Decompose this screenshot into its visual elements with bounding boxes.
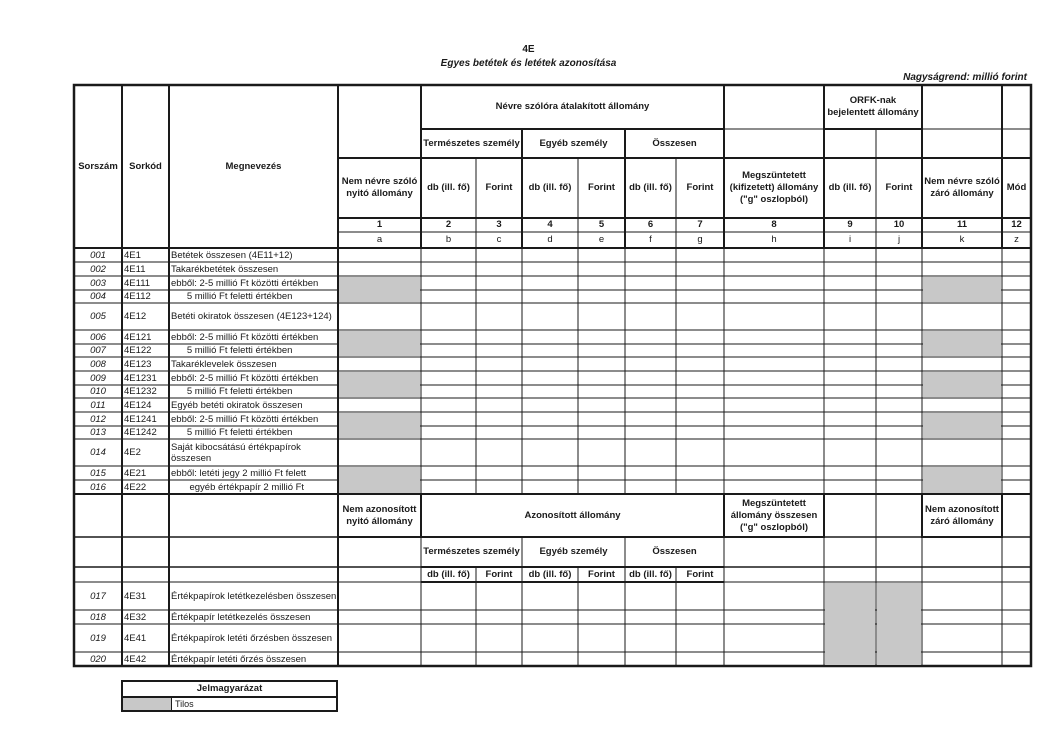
- header-sorszam: Sorszám: [78, 160, 118, 172]
- row-number: 002: [90, 263, 106, 275]
- header-nem-azon-nyito: Nem azonosított nyitó állomány: [342, 503, 417, 527]
- row-number: 009: [90, 372, 106, 384]
- row-name: Értékpapír letéti őrzés összesen: [171, 653, 307, 665]
- row-number: 011: [90, 399, 106, 411]
- row-code: 4E111: [124, 277, 151, 289]
- row-number: 006: [90, 331, 106, 343]
- column-letter: h: [771, 234, 777, 245]
- row-number: 013: [90, 427, 106, 438]
- column-letter: k: [959, 234, 965, 245]
- row-name: Értékpapírok letéti őrzésben összesen: [171, 632, 333, 644]
- header-forint-2: Forint: [588, 182, 615, 193]
- row-code: 4E2: [124, 447, 141, 458]
- header-db-3: db (ill. fő): [629, 182, 672, 193]
- header-db-1: db (ill. fő): [427, 182, 470, 193]
- header-nem-azon-zaro: Nem azonosított záró állomány: [925, 503, 999, 527]
- column-number: 10: [893, 219, 905, 230]
- row-name: Értékpapír letétkezelés összesen: [171, 611, 311, 623]
- row-name: ebből: 2-5 millió Ft közötti értékben: [171, 413, 319, 425]
- row-code: 4E21: [124, 467, 147, 479]
- legend-tilos-label: Tilos: [175, 699, 194, 709]
- column-number: 12: [1011, 219, 1022, 230]
- column-number: 3: [496, 219, 502, 230]
- column-number: 2: [445, 219, 452, 230]
- row-code: 4E11: [124, 263, 146, 275]
- column-letter: d: [547, 234, 553, 245]
- row-name: 5 millió Ft feletti értékben: [171, 291, 293, 302]
- header-megszuntetett: Megszüntetett (kifizetett) állomány ("g" oszlopból): [729, 170, 819, 205]
- row-name: 5 millió Ft feletti értékben: [171, 427, 293, 438]
- row-name: Betétek összesen (4E11+12): [171, 249, 293, 261]
- column-letter: a: [376, 234, 383, 245]
- row-number: 016: [90, 481, 106, 493]
- column-number: 1: [376, 219, 383, 230]
- row-code: 4E123: [124, 358, 152, 370]
- row-name: ebből: letéti jegy 2 millió Ft felett: [171, 467, 307, 479]
- column-number: 9: [847, 219, 853, 230]
- column-letter: b: [445, 234, 452, 245]
- row-code: 4E22: [124, 481, 147, 493]
- header-db-7: db (ill. fő): [629, 568, 672, 580]
- row-number: 017: [90, 590, 106, 602]
- row-code: 4E1232: [124, 386, 157, 397]
- row-number: 014: [90, 447, 106, 458]
- header-forint-6: Forint: [588, 568, 615, 580]
- forbidden-cell: [339, 331, 420, 356]
- header-egyeb: Egyéb személy: [539, 137, 608, 149]
- row-number: 012: [90, 413, 106, 425]
- row-number: 001: [90, 249, 106, 261]
- row-code: 4E1241: [124, 413, 157, 425]
- row-number: 007: [90, 345, 106, 356]
- row-code: 4E121: [124, 331, 152, 343]
- forbidden-cell: [339, 413, 420, 438]
- row-code: 4E41: [124, 632, 147, 644]
- row-number: 018: [90, 611, 106, 623]
- forbidden-cell: [825, 583, 875, 665]
- header-db-2: db (ill. fő): [528, 182, 572, 193]
- header-mod: Mód: [1006, 182, 1027, 193]
- column-number: 5: [598, 219, 605, 230]
- forbidden-cell: [339, 277, 420, 302]
- row-name: ebből: 2-5 millió Ft közötti értékben: [171, 372, 319, 384]
- row-number: 005: [90, 311, 106, 322]
- row-number: 020: [90, 653, 106, 665]
- legend: [121, 680, 338, 712]
- header-db-5: db (ill. fő): [427, 568, 470, 580]
- column-letter: e: [598, 234, 605, 245]
- row-name: Takarékbetétek összesen: [171, 263, 279, 275]
- forbidden-cell: [339, 467, 420, 493]
- header-osszesen: Összesen: [652, 137, 697, 149]
- header-forint-4: Forint: [885, 182, 913, 193]
- forbidden-cell: [923, 413, 1001, 438]
- header-orfk: ORFK-nak bejelentett állomány: [827, 95, 919, 118]
- header-sorkod: Sorkód: [129, 160, 162, 172]
- forbidden-cell: [923, 467, 1001, 493]
- header-nem-nevre-zaro: Nem névre szóló záró állomány: [924, 176, 1000, 199]
- header-forint-1: Forint: [485, 182, 513, 193]
- column-letter: z: [1014, 234, 1019, 245]
- column-letter: i: [848, 234, 852, 245]
- column-number: 8: [771, 219, 777, 230]
- row-code: 4E32: [124, 611, 147, 623]
- row-name: Saját kibocsátású értékpapírok összesen: [171, 441, 304, 464]
- row-number: 015: [90, 467, 106, 479]
- row-name: egyéb értékpapír 2 millió Ft: [171, 481, 305, 493]
- row-code: 4E31: [124, 590, 147, 602]
- header-db-4: db (ill. fő): [828, 182, 872, 193]
- row-code: 4E42: [124, 653, 147, 665]
- header-nem-nevre-nyito: Nem névre szóló nyitó állomány: [341, 176, 418, 199]
- header-forint-7: Forint: [686, 568, 714, 580]
- row-number: 010: [90, 386, 106, 397]
- column-number: 6: [647, 219, 654, 230]
- header-egyeb-2: Egyéb személy: [539, 546, 608, 557]
- row-name: Takaréklevelek összesen: [171, 358, 277, 370]
- forbidden-cell: [877, 583, 921, 665]
- row-name: Betéti okiratok összesen (4E123+124): [171, 311, 332, 322]
- row-code: 4E1: [124, 249, 141, 261]
- row-number: 008: [90, 358, 106, 370]
- forbidden-cell: [923, 331, 1001, 356]
- row-name: ebből: 2-5 millió Ft közötti értékben: [171, 277, 319, 289]
- column-number: 11: [956, 219, 968, 230]
- header-nevre-szolora: Névre szólóra átalakított állomány: [495, 101, 650, 112]
- forbidden-cell: [339, 372, 420, 397]
- row-name: Egyéb betéti okiratok összesen: [171, 399, 303, 411]
- column-letter: j: [897, 234, 901, 245]
- column-letter: c: [496, 234, 502, 245]
- header-db-6: db (ill. fő): [528, 568, 572, 580]
- legend-title: Jelmagyarázat: [123, 682, 336, 698]
- header-osszesen-2: Összesen: [652, 546, 697, 557]
- row-name: ebből: 2-5 millió Ft közötti értékben: [171, 331, 319, 343]
- row-code: 4E122: [124, 345, 152, 356]
- header-megszuntetett-ossz: Megszüntetett állomány összesen ("g" oszlopból): [730, 497, 818, 533]
- forbidden-cell: [923, 277, 1001, 302]
- column-letter: g: [697, 234, 703, 245]
- legend-swatch: [123, 698, 172, 710]
- row-number: 019: [90, 632, 106, 644]
- row-code: 4E112: [124, 291, 151, 302]
- column-number: 4: [547, 219, 553, 230]
- row-number: 004: [90, 291, 106, 302]
- row-name: 5 millió Ft feletti értékben: [171, 386, 293, 397]
- form-subtitle: Egyes betétek és letétek azonosítása: [440, 58, 617, 69]
- unit-note: Nagyságrend: millió forint: [903, 72, 1027, 83]
- form-code: 4E: [522, 44, 535, 55]
- header-azonositott: Azonosított állomány: [524, 509, 621, 521]
- column-letter: f: [649, 234, 652, 245]
- row-code: 4E1242: [124, 427, 157, 438]
- header-megnevezes: Megnevezés: [225, 160, 282, 172]
- row-name: 5 millió Ft feletti értékben: [171, 345, 293, 356]
- header-termeszetes-2: Természetes személy: [423, 546, 520, 557]
- header-forint-3: Forint: [686, 182, 714, 193]
- row-number: 003: [90, 277, 106, 289]
- row-code: 4E1231: [124, 372, 157, 384]
- header-termeszetes: Természetes személy: [423, 137, 520, 149]
- row-code: 4E12: [124, 311, 147, 322]
- column-number: 7: [697, 219, 703, 230]
- forbidden-cell: [923, 372, 1001, 397]
- row-code: 4E124: [124, 399, 152, 411]
- header-forint-5: Forint: [485, 568, 513, 580]
- row-name: Értékpapírok letétkezelésben összesen: [171, 590, 337, 602]
